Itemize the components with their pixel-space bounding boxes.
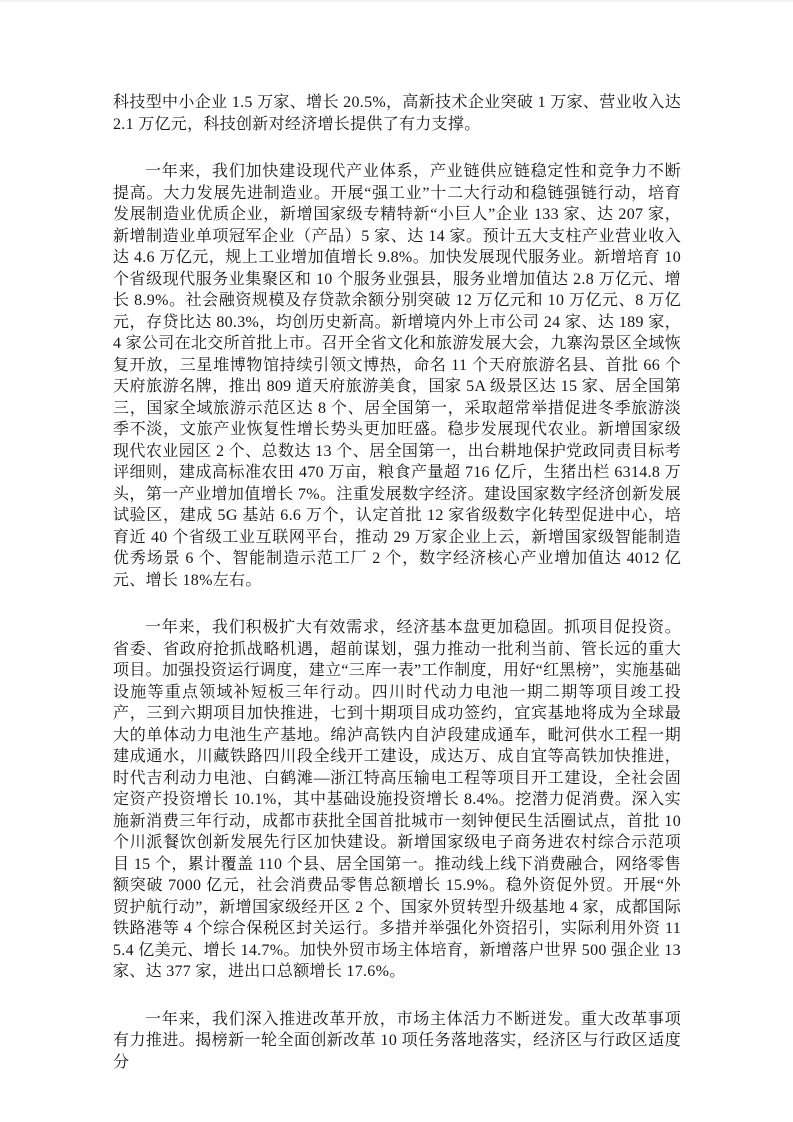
paragraph-industry-system: 一年来，我们加快建设现代产业体系，产业链供应链稳定性和竞争力不断提高。大力发展先进制造业。开展“强工业”十二大行动和稳链强链行动，培育发展制造业优质企业，新增国家级专精特新“小巨人”企业 133 家、达 207 家，新增制造业单项冠军企业（产品）5 家、达 14 家。预计五大支柱产业营业收入达 4.6 万亿元，规上工业增加值增长 9.8%。加快发展现代服务业。新增培育 10 个省级现代服务业集聚区和 10 个服务业强县，服务业增加值达 2.8 万亿元、增长 8.9%。社会融资规模及存贷款余额分别突破 12 万亿元和 10 万亿元、8 万亿元，存贷比达 80.3%，均创历史新高。新增境内外上市公司 24 家、达 189 家，4 家公司在北交所首批上市。召开全省文化和旅游发展大会，九寨沟景区全域恢复开放，三星堆博物馆持续引领文博热，命名 11 个天府旅游名县、首批 66 个天府旅游名牌，推出 809 道天府旅游美食，国家 5A 级景区达 15 家、居全国第三，国家全域旅游示范区达 8 个、居全国第一，采取超常举措促进冬季旅游淡季不淡，文旅产业恢复性增长势头更加旺盛。稳步发展现代农业。新增国家级现代农业园区 2 个、总数达 13 个、居全国第一，出台耕地保护党政同责目标考评细则，建成高标准农田 470 万亩，粮食产量超 716 亿斤，生猪出栏 6314.8 万头，第一产业增加值增长 7%。注重发展数字经济。建设国家数字经济创新发展试验区，建成 5G 基站 6.6 万个，认定首批 12 家省级数字化转型促进中心，培育近 40 个省级工业互联网平台，推动 29 万家企业上云，新增国家级智能制造优秀场景 6 个、智能制造示范工厂 2 个，数字经济核心产业增加值达 4012 亿元、增长 18%左右。 [113,163,681,589]
paragraph-reform-opening: 一年来，我们深入推进改革开放，市场主体活力不断迸发。重大改革事项有力推进。揭榜新一轮全面创新改革 10 项任务落地落实，经济区与行政区适度分 [113,1010,681,1071]
paragraph-continuation: 科技型中小企业 1.5 万家、增长 20.5%，高新技术企业突破 1 万家、营业收入达 2.1 万亿元，科技创新对经济增长提供了有力支撑。 [113,94,681,133]
scan-edge-artifact [0,0,793,2]
document-body [113,92,681,1073]
paragraph-effective-demand: 一年来，我们积极扩大有效需求，经济基本盘更加稳固。抓项目促投资。省委、省政府抢抓战略机遇，超前谋划，强力推动一批利当前、管长远的重大项目。加强投资运行调度，建立“三库一表”工作制度，用好“红黑榜”，实施基础设施等重点领域补短板三年行动。四川时代动力电池一期二期等项目竣工投产，三到六期项目加快推进，七到十期项目成功签约，宜宾基地将成为全球最大的单体动力电池生产基地。绵泸高铁内自泸段建成通车，毗河供水工程一期建成通水，川藏铁路四川段全线开工建设，成达万、成自宜等高铁加快推进，时代吉利动力电池、白鹤滩—浙江特高压输电工程等项目开工建设，全社会固定资产投资增长 10.1%，其中基础设施投资增长 8.4%。挖潜力促消费。深入实施新消费三年行动，成都市获批全国首批城市一刻钟便民生活圈试点，首批 10 个川派餐饮创新发展先行区加快建设。新增国家级电子商务进农村综合示范项目 15 个，累计覆盖 110 个县、居全国第一。推动线上线下消费融合，网络零售额突破 7000 亿元，社会消费品零售总额增长 15.9%。稳外资促外贸。开展“外贸护航行动”，新增国家级经开区 2 个、国家外贸转型升级基地 4 家，成都国际铁路港等 4 个综合保税区封关运行。多措并举强化外资招引，实际利用外资 115.4 亿美元、增长 14.7%。加快外贸市场主体培育，新增落户世界 500 强企业 13 家、达 377 家，进出口总额增长 17.6%。 [113,619,681,980]
